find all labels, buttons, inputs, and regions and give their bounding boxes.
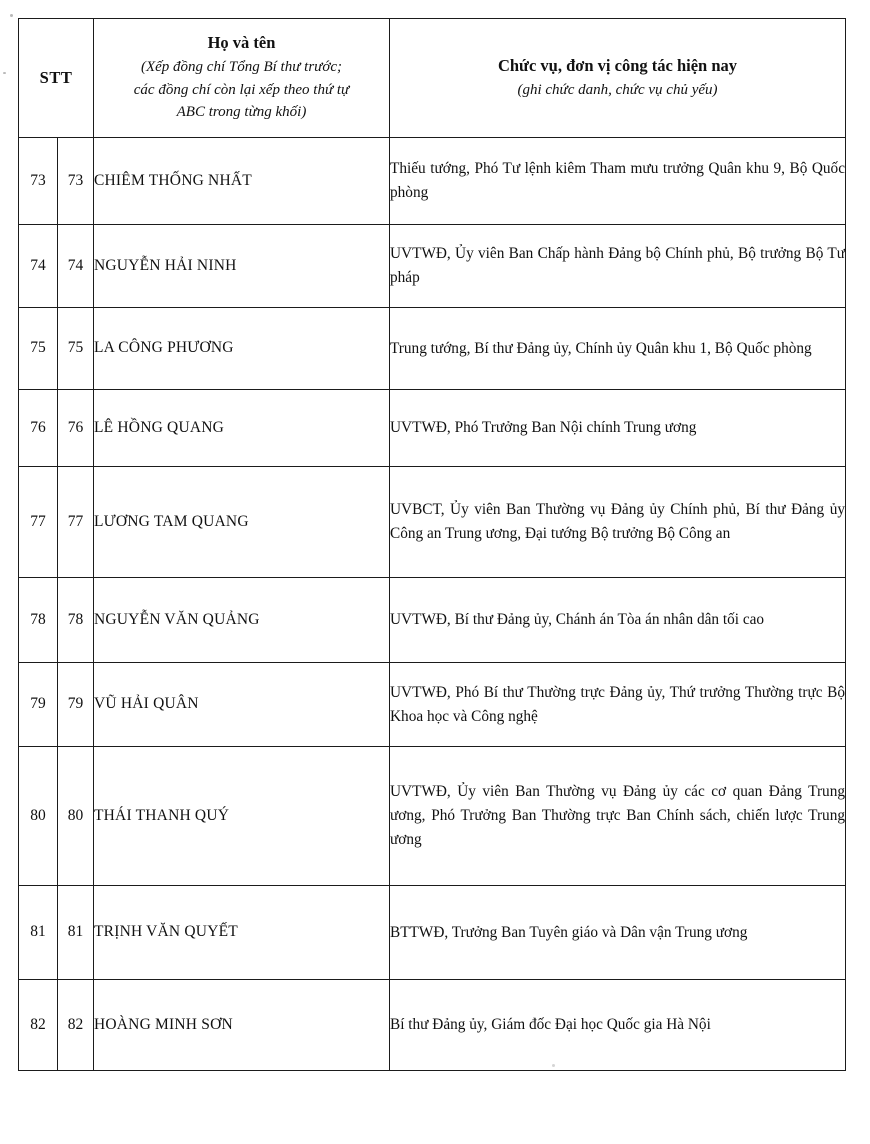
person-position bbox=[390, 308, 846, 390]
person-position-text: UVTWĐ, Phó Bí thư Thường trực Đảng ủy, Thứ trưởng Thường trực Bộ Khoa học và Công nghệ bbox=[390, 683, 845, 725]
person-position-text: BTTWĐ, Trưởng Ban Tuyên giáo và Dân vận Trung ương bbox=[390, 923, 748, 941]
person-name: NGUYỄN HẢI NINH bbox=[94, 225, 390, 308]
person-name: CHIÊM THỐNG NHẤT bbox=[94, 138, 390, 225]
person-position bbox=[390, 980, 846, 1071]
row-number-secondary: 82 bbox=[58, 980, 94, 1071]
row-number-secondary: 81 bbox=[58, 886, 94, 980]
row-number-secondary: 73 bbox=[58, 138, 94, 225]
column-header-position-title: Chức vụ, đơn vị công tác hiện nay bbox=[497, 55, 738, 75]
row-number-secondary: 75 bbox=[58, 308, 94, 390]
column-header-name-note bbox=[94, 56, 389, 124]
table-row bbox=[19, 578, 846, 663]
row-number-secondary: 80 bbox=[58, 747, 94, 886]
person-position bbox=[390, 578, 846, 663]
row-number-primary: 80 bbox=[19, 747, 58, 886]
table-body bbox=[19, 138, 846, 1071]
person-position-text: Trung tướng, Bí thư Đảng ủy, Chính ủy Quân khu 1, Bộ Quốc phòng bbox=[390, 339, 812, 357]
person-position-text: UVTWĐ, Bí thư Đảng ủy, Chánh án Tòa án nhân dân tối cao bbox=[390, 611, 765, 629]
person-position-text: UVTWĐ, Phó Trưởng Ban Nội chính Trung ương bbox=[390, 419, 697, 437]
table-row bbox=[19, 308, 846, 390]
table-row bbox=[19, 886, 846, 980]
table-row bbox=[19, 663, 846, 747]
person-position-text: Bí thư Đảng ủy, Giám đốc Đại học Quốc gia Hà Nội bbox=[390, 1016, 711, 1034]
row-number-primary: 79 bbox=[19, 663, 58, 747]
document-page bbox=[18, 18, 845, 1117]
person-name: THÁI THANH QUÝ bbox=[94, 747, 390, 886]
column-header-position-note: (ghi chức danh, chức vụ chủ yếu) bbox=[517, 81, 718, 98]
row-number-primary: 82 bbox=[19, 980, 58, 1071]
person-position bbox=[390, 225, 846, 308]
column-header-name-title: Họ và tên bbox=[207, 33, 276, 53]
scan-speck bbox=[10, 14, 13, 17]
table-row bbox=[19, 467, 846, 578]
table-header-row bbox=[19, 19, 846, 138]
person-name: LÊ HỒNG QUANG bbox=[94, 390, 390, 467]
row-number-primary: 73 bbox=[19, 138, 58, 225]
row-number-secondary: 78 bbox=[58, 578, 94, 663]
column-header-position bbox=[390, 19, 846, 138]
person-position bbox=[390, 747, 846, 886]
row-number-secondary: 74 bbox=[58, 225, 94, 308]
row-number-primary: 81 bbox=[19, 886, 58, 980]
row-number-primary: 75 bbox=[19, 308, 58, 390]
personnel-table bbox=[18, 18, 846, 1071]
scan-speck bbox=[3, 72, 6, 74]
table-row bbox=[19, 980, 846, 1071]
person-position bbox=[390, 663, 846, 747]
person-position-text: UVTWĐ, Ủy viên Ban Chấp hành Đảng bộ Chính phủ, Bộ trưởng Bộ Tư pháp bbox=[390, 245, 845, 286]
column-header-name-note-line1: (Xếp đồng chí Tổng Bí thư trước; bbox=[140, 59, 342, 76]
person-position bbox=[390, 467, 846, 578]
row-number-primary: 78 bbox=[19, 578, 58, 663]
person-position bbox=[390, 138, 846, 225]
person-name: LƯƠNG TAM QUANG bbox=[94, 467, 390, 578]
person-name: LA CÔNG PHƯƠNG bbox=[94, 308, 390, 390]
row-number-primary: 77 bbox=[19, 467, 58, 578]
table-row bbox=[19, 747, 846, 886]
table-row bbox=[19, 390, 846, 467]
row-number-primary: 74 bbox=[19, 225, 58, 308]
table-row bbox=[19, 138, 846, 225]
row-number-secondary: 76 bbox=[58, 390, 94, 467]
column-header-name bbox=[94, 19, 390, 138]
person-name: TRỊNH VĂN QUYẾT bbox=[94, 886, 390, 980]
person-name: VŨ HẢI QUÂN bbox=[94, 663, 390, 747]
row-number-primary: 76 bbox=[19, 390, 58, 467]
row-number-secondary: 77 bbox=[58, 467, 94, 578]
person-position-text: UVTWĐ, Ủy viên Ban Thường vụ Đảng ủy các cơ quan Đảng Trung ương, Phó Trưởng Ban Thường trực Ban Chính sách, chiến lược Trung ương bbox=[390, 783, 845, 848]
person-position-text: UVBCT, Ủy viên Ban Thường vụ Đảng ủy Chính phủ, Bí thư Đảng ủy Công an Trung ương, Đại tướng Bộ trưởng Bộ Công an bbox=[390, 501, 845, 542]
person-name: HOÀNG MINH SƠN bbox=[94, 980, 390, 1071]
table-row bbox=[19, 225, 846, 308]
column-header-name-note-line3: ABC trong từng khối) bbox=[176, 104, 307, 121]
person-position-text: Thiếu tướng, Phó Tư lệnh kiêm Tham mưu trưởng Quân khu 9, Bộ Quốc phòng bbox=[390, 160, 845, 201]
person-position bbox=[390, 886, 846, 980]
table-header bbox=[19, 19, 846, 138]
row-number-secondary: 79 bbox=[58, 663, 94, 747]
person-position bbox=[390, 390, 846, 467]
column-header-name-note-line2: các đồng chí còn lại xếp theo thứ tự bbox=[133, 81, 350, 98]
column-header-stt: STT bbox=[19, 19, 94, 138]
person-name: NGUYỄN VĂN QUẢNG bbox=[94, 578, 390, 663]
